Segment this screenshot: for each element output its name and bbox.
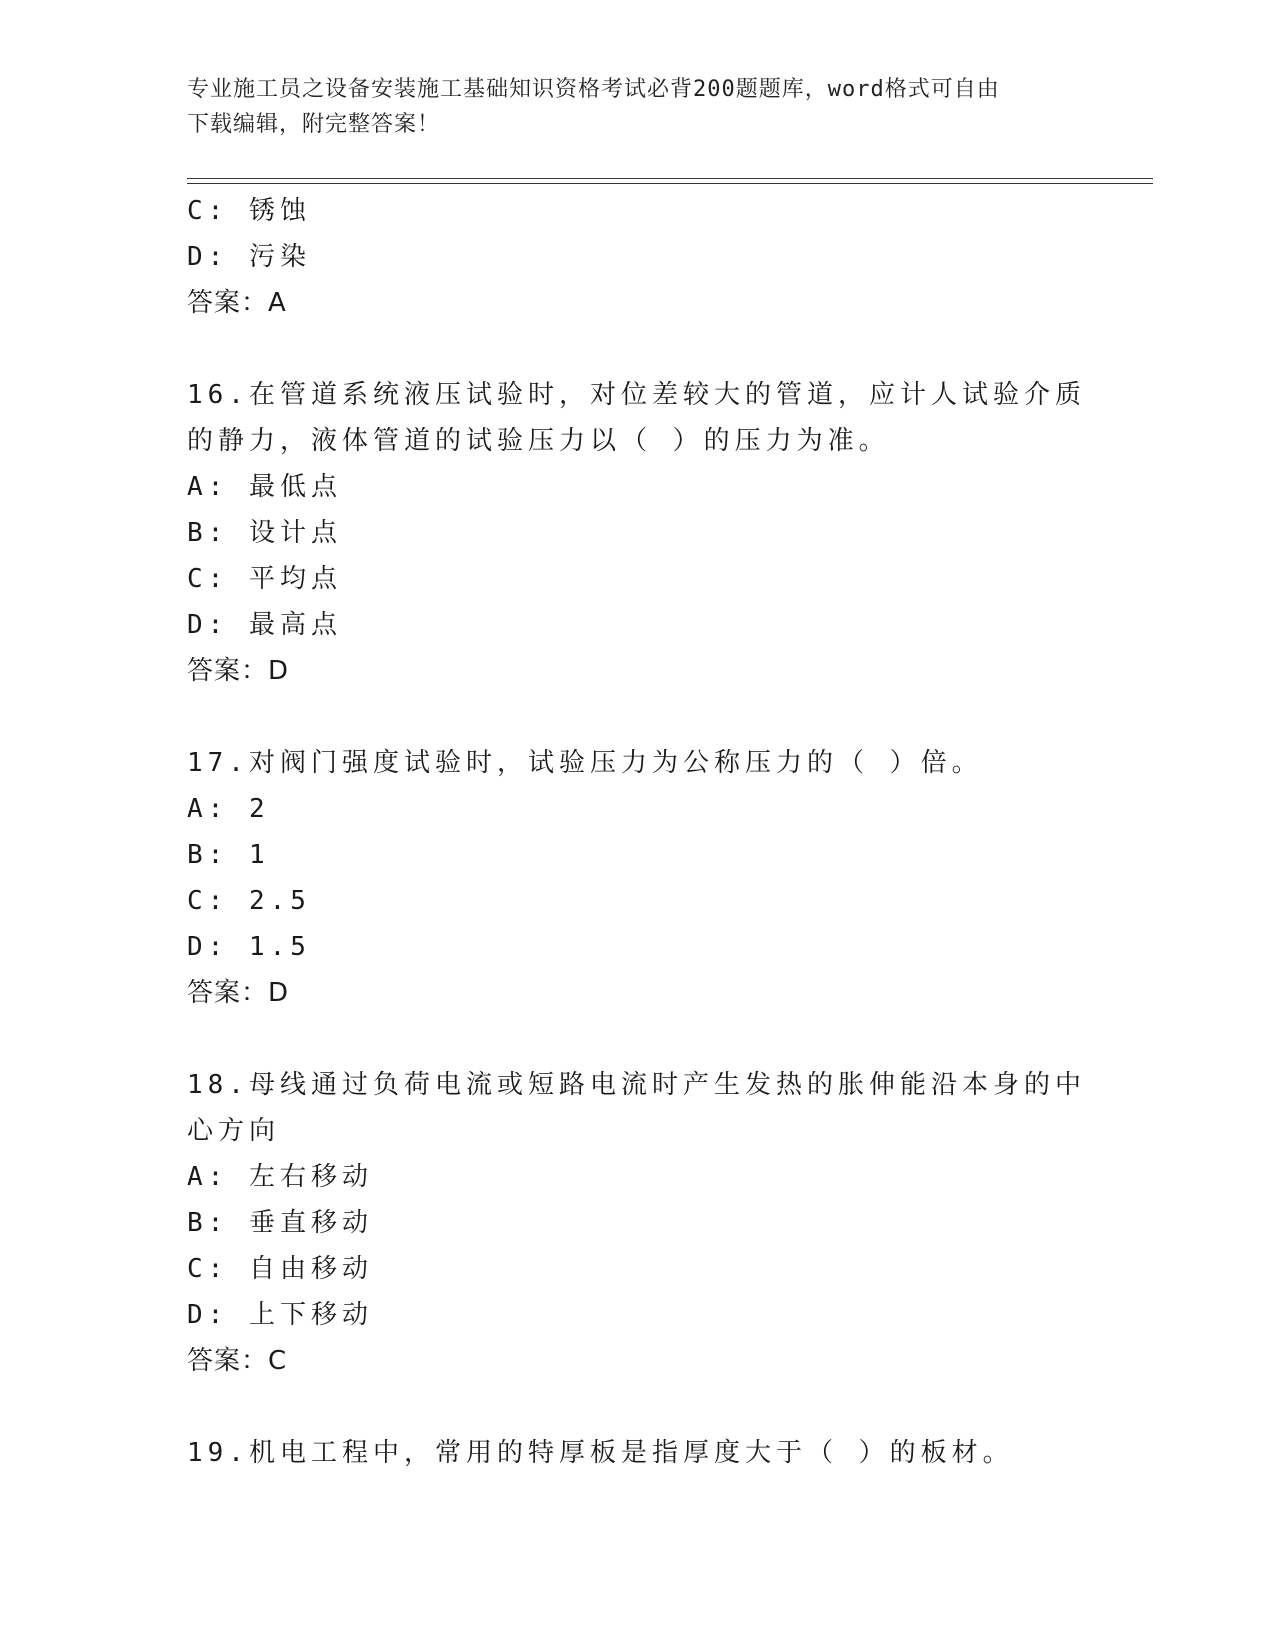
option-c: C: 2.5 xyxy=(187,886,311,916)
answer-line: 答案：D xyxy=(187,978,290,1008)
spacer xyxy=(187,694,1087,740)
question-stem: 16.在管道系统液压试验时，对位差较大的管道，应计人试验介质的静力，液体管道的试验压力以（ ）的压力为准。 xyxy=(187,380,1086,456)
question-17 xyxy=(187,740,1087,1016)
question-19 xyxy=(187,1430,1087,1476)
header-divider-top xyxy=(187,178,1153,179)
option-d: D: 上下移动 xyxy=(187,1300,373,1330)
option-c: C: 平均点 xyxy=(187,564,342,594)
option-b: B: 垂直移动 xyxy=(187,1208,373,1238)
option-b: B: 设计点 xyxy=(187,518,342,548)
question-stem: 18.母线通过负荷电流或短路电流时产生发热的胀伸能沿本身的中心方向 xyxy=(187,1070,1086,1146)
option-a: A: 最低点 xyxy=(187,472,342,502)
option-b: B: 1 xyxy=(187,840,270,870)
option-d: D: 最高点 xyxy=(187,610,342,640)
question-stem: 19.机电工程中，常用的特厚板是指厚度大于（ ）的板材。 xyxy=(187,1438,1014,1468)
spacer xyxy=(187,1384,1087,1430)
header-title-line-2: 下载编辑，附完整答案！ xyxy=(187,112,441,137)
option-d: D: 污染 xyxy=(187,242,311,272)
question-15-tail xyxy=(187,188,1087,326)
document-header xyxy=(187,72,1087,142)
spacer xyxy=(187,326,1087,372)
answer-line: 答案：A xyxy=(187,288,287,318)
option-a: A: 2 xyxy=(187,794,270,824)
question-18 xyxy=(187,1062,1087,1384)
header-title-line-1: 专业施工员之设备安装施工基础知识资格考试必背200题题库，word格式可自由 xyxy=(187,77,1000,102)
option-a: A: 左右移动 xyxy=(187,1162,373,1192)
header-divider-bottom xyxy=(187,183,1153,184)
option-c: C: 自由移动 xyxy=(187,1254,373,1284)
answer-line: 答案：D xyxy=(187,656,290,686)
spacer xyxy=(187,1016,1087,1062)
question-stem: 17.对阀门强度试验时，试验压力为公称压力的（ ）倍。 xyxy=(187,748,983,778)
document-body xyxy=(187,188,1087,1476)
option-c: C: 锈蚀 xyxy=(187,196,311,226)
question-16 xyxy=(187,372,1087,694)
option-d: D: 1.5 xyxy=(187,932,311,962)
answer-line: 答案：C xyxy=(187,1346,288,1376)
